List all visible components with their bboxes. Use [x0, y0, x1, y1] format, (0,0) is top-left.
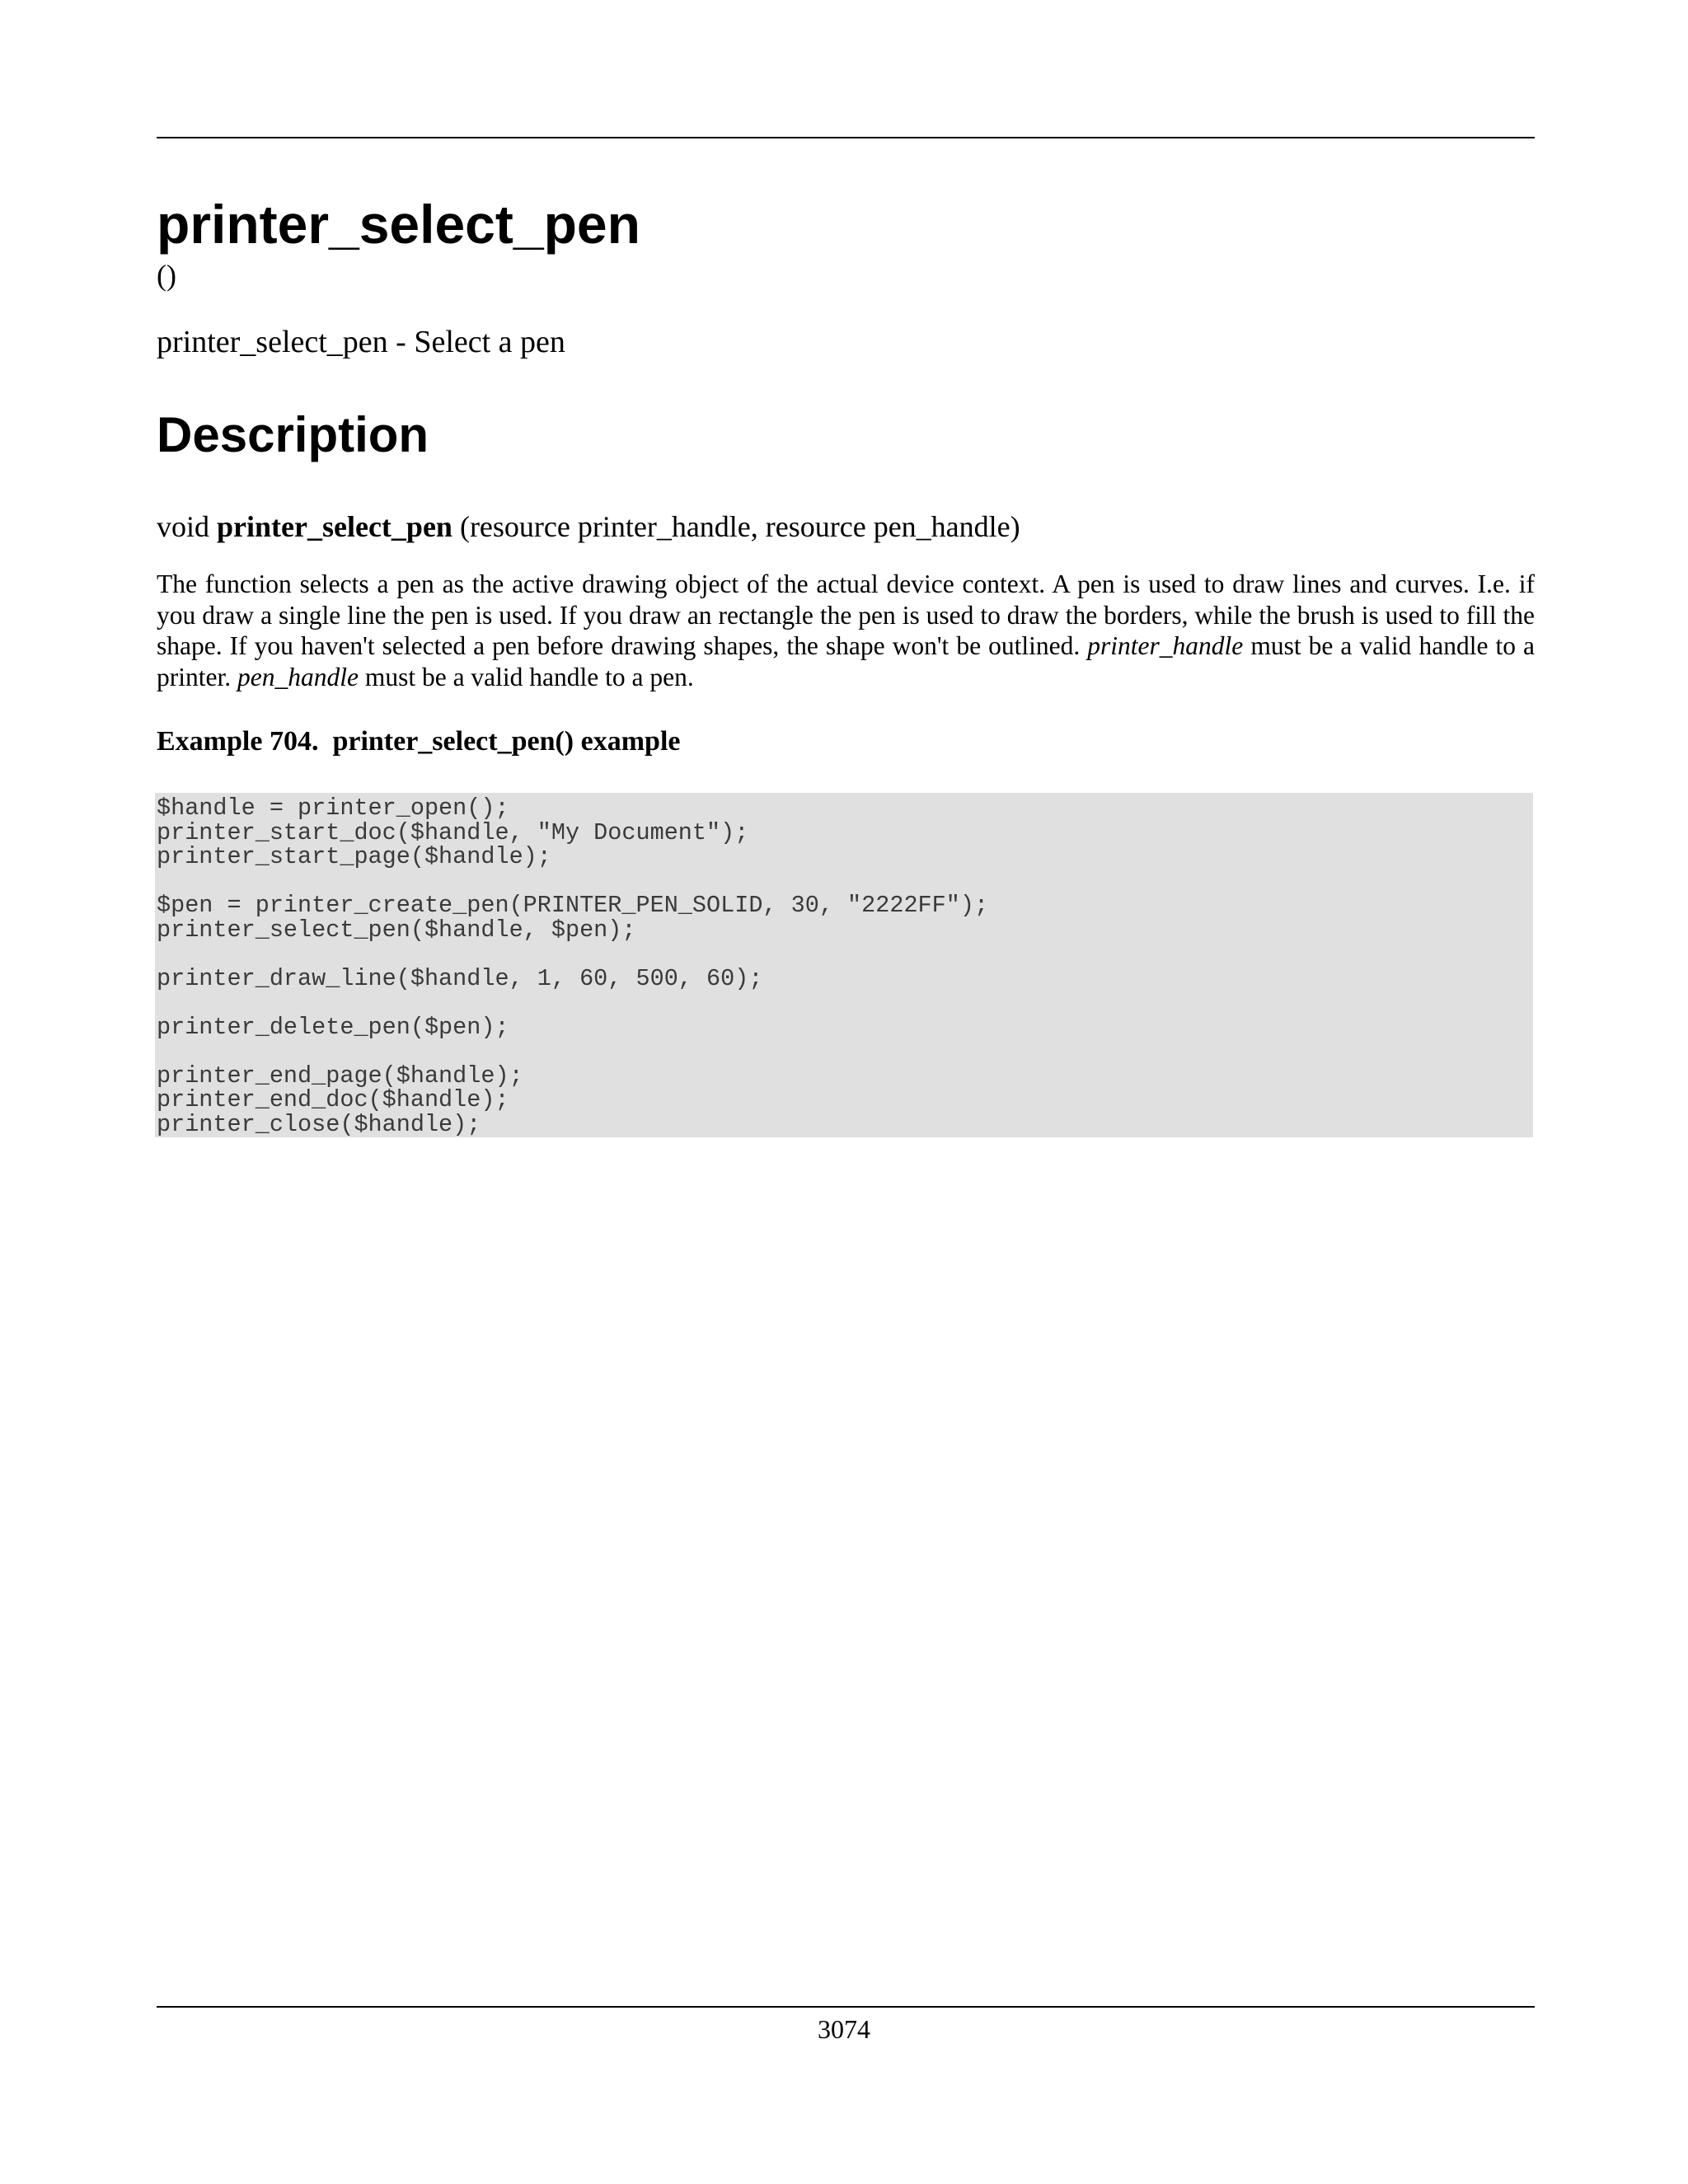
synopsis-return-type: void	[157, 510, 218, 543]
function-synopsis	[157, 508, 1020, 546]
code-line: printer_end_page($handle);	[157, 1062, 523, 1090]
page-title: printer_select_pen	[157, 194, 640, 255]
title-parens: ()	[157, 259, 176, 292]
section-heading-description: Description	[157, 407, 429, 462]
code-line: printer_draw_line($handle, 1, 60, 500, 60);	[157, 964, 763, 992]
param-printer-handle: printer_handle	[1087, 631, 1244, 660]
synopsis-params: (resource printer_handle, resource pen_handle)	[452, 510, 1020, 543]
code-line: $pen = printer_create_pen(PRINTER_PEN_SOLID, 30, "2222FF");	[157, 892, 989, 919]
code-line: printer_start_page($handle);	[157, 843, 551, 870]
synopsis-function-name: printer_select_pen	[217, 510, 452, 543]
description-text-3: must be a valid handle to a pen.	[358, 662, 694, 691]
code-line: printer_select_pen($handle, $pen);	[157, 916, 636, 944]
code-line: printer_end_doc($handle);	[157, 1086, 509, 1113]
code-line	[157, 942, 1531, 967]
param-pen-handle: pen_handle	[237, 662, 359, 691]
description-text-2: must be a valid handle to a printer.	[157, 631, 1536, 691]
code-line	[157, 1039, 1531, 1064]
code-line	[157, 991, 1531, 1015]
description-text-1: The function selects a pen as the active drawing object of the actual device context. A pen is used to draw lines and curves. I.e. if you draw a single line the pen is used. If you draw an rectangle the pen is used to draw the borders, while the brush is used to fill the shape. If you haven't selected a pen before drawing shapes, the shape won't be outlined.	[157, 569, 1535, 660]
code-line	[157, 869, 1531, 894]
code-line: printer_close($handle);	[157, 1110, 481, 1138]
header-rule	[157, 137, 1535, 138]
description-paragraph	[157, 569, 1535, 692]
footer-rule	[157, 2006, 1535, 2008]
function-summary: printer_select_pen - Select a pen	[157, 325, 565, 359]
page-number: 3074	[818, 2014, 870, 2044]
code-line: printer_start_doc($handle, "My Document");	[157, 818, 749, 846]
code-line: $handle = printer_open();	[157, 794, 509, 822]
example-title: Example 704. printer_select_pen() example	[157, 726, 681, 757]
code-line: printer_delete_pen($pen);	[157, 1013, 509, 1041]
code-example-block	[155, 793, 1533, 1137]
